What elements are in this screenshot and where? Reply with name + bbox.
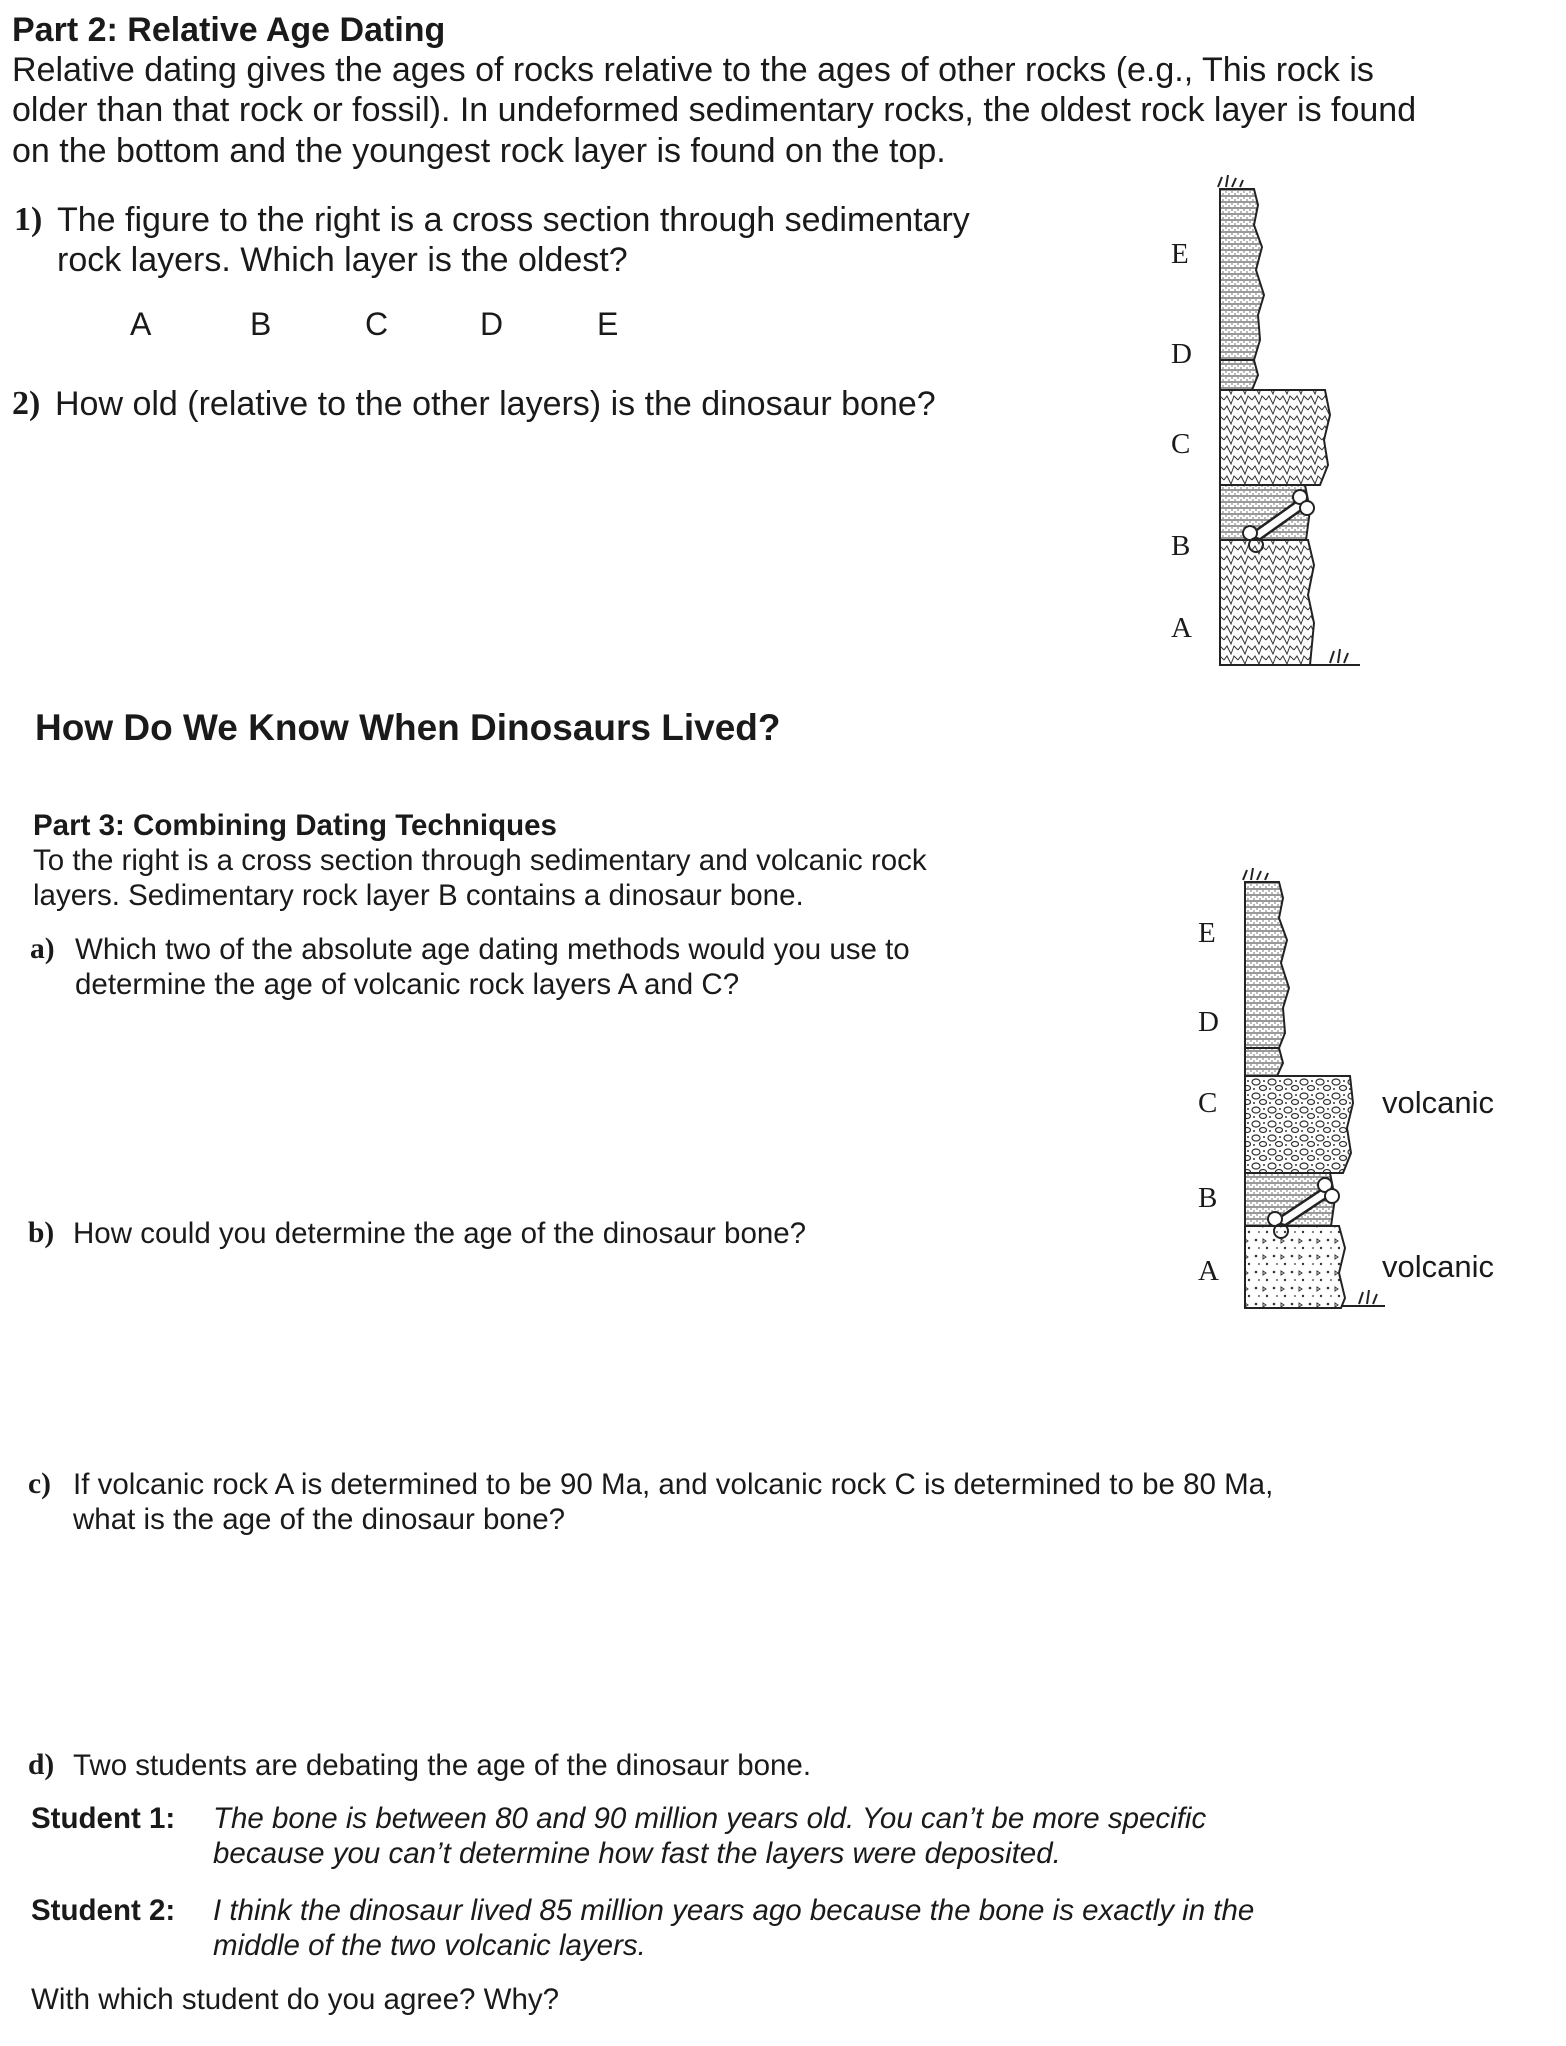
part2-intro-line-2: older than that rock or fossil). In undeformed sedimentary rocks, the oldest rock layer is found (12, 91, 1417, 129)
student-1-line-1: The bone is between 80 and 90 million years old. You can’t be more specific (213, 1802, 1207, 1835)
figure1-layer-d (1220, 360, 1258, 390)
choice-d: D (480, 306, 504, 342)
question-1-line-1: The figure to the right is a cross section through sedimentary (57, 201, 970, 239)
figure2-label-d: D (1198, 1006, 1219, 1038)
choice-e: E (597, 306, 619, 342)
figure2-layer-a (1245, 1226, 1345, 1308)
question-b-text: How could you determine the age of the dinosaur bone? (73, 1217, 807, 1250)
figure2-layer-c (1245, 1076, 1353, 1173)
final-question: With which student do you agree? Why? (31, 1983, 560, 2016)
choice-c: C (365, 306, 389, 342)
grass-bottom-icon-2 (1359, 1290, 1377, 1304)
figure1-label-d: D (1171, 338, 1192, 370)
figure2-layer-e (1245, 882, 1289, 1048)
student-2-line-1: I think the dinosaur lived 85 million years ago because the bone is exactly in the (213, 1894, 1255, 1927)
question-b-number: b) (28, 1217, 55, 1249)
figure2-label-b: B (1198, 1182, 1218, 1214)
choice-b: B (250, 306, 272, 342)
question-2-text: How old (relative to the other layers) is the dinosaur bone? (55, 385, 936, 423)
student-2-line-2: middle of the two volcanic layers. (213, 1929, 646, 1962)
figure1-layer-c (1220, 390, 1330, 485)
figure1-layer-a (1220, 540, 1314, 665)
figure2-layer-d (1245, 1048, 1283, 1076)
figure2-rock-column (1235, 868, 1385, 1318)
question-d-number: d) (28, 1749, 55, 1781)
question-2-number: 2) (12, 385, 41, 422)
grass-top-icon (1218, 175, 1243, 187)
page-heading: How Do We Know When Dinosaurs Lived? (35, 707, 781, 748)
figure1-label-e: E (1171, 238, 1189, 270)
part3-title: Part 3: Combining Dating Techniques (33, 809, 557, 842)
choice-a: A (130, 306, 152, 342)
question-c-line-1: If volcanic rock A is determined to be 90 Ma, and volcanic rock C is determined to be 80 Ma, (73, 1468, 1274, 1501)
volcanic-label-a: volcanic (1382, 1249, 1494, 1284)
figure2-label-a: A (1198, 1255, 1219, 1287)
student-2-label: Student 2: (31, 1894, 176, 1927)
figure2-label-e: E (1198, 917, 1216, 949)
question-c-number: c) (28, 1468, 51, 1500)
student-1-label: Student 1: (31, 1802, 176, 1835)
grass-bottom-icon (1330, 649, 1348, 663)
question-1-number: 1) (14, 201, 43, 238)
part2-title: Part 2: Relative Age Dating (12, 11, 446, 49)
figure2-label-c: C (1198, 1087, 1218, 1119)
student-1-line-2: because you can’t determine how fast the layers were deposited. (213, 1837, 1061, 1870)
grass-top-icon-2 (1243, 868, 1268, 880)
question-d-text: Two students are debating the age of the dinosaur bone. (73, 1749, 812, 1782)
question-c-line-2: what is the age of the dinosaur bone? (73, 1503, 566, 1536)
figure1-rock-column (1210, 175, 1360, 675)
volcanic-label-c: volcanic (1382, 1085, 1494, 1120)
question-a-number: a) (30, 933, 55, 965)
part2-intro-line-3: on the bottom and the youngest rock layer is found on the top. (12, 132, 946, 170)
question-1-line-2: rock layers. Which layer is the oldest? (57, 241, 628, 279)
figure1-layer-e (1220, 189, 1264, 360)
question-a-line-1: Which two of the absolute age dating methods would you use to (75, 933, 910, 966)
figure1-label-a: A (1171, 612, 1192, 644)
part2-intro-line-1: Relative dating gives the ages of rocks relative to the ages of other rocks (e.g., This rock is (12, 51, 1374, 89)
part3-intro-line-2: layers. Sedimentary rock layer B contains a dinosaur bone. (33, 879, 804, 912)
figure1-label-b: B (1171, 530, 1191, 562)
question-a-line-2: determine the age of volcanic rock layers A and C? (75, 968, 740, 1001)
part3-intro-line-1: To the right is a cross section through sedimentary and volcanic rock (33, 844, 927, 877)
figure1-label-c: C (1171, 428, 1191, 460)
